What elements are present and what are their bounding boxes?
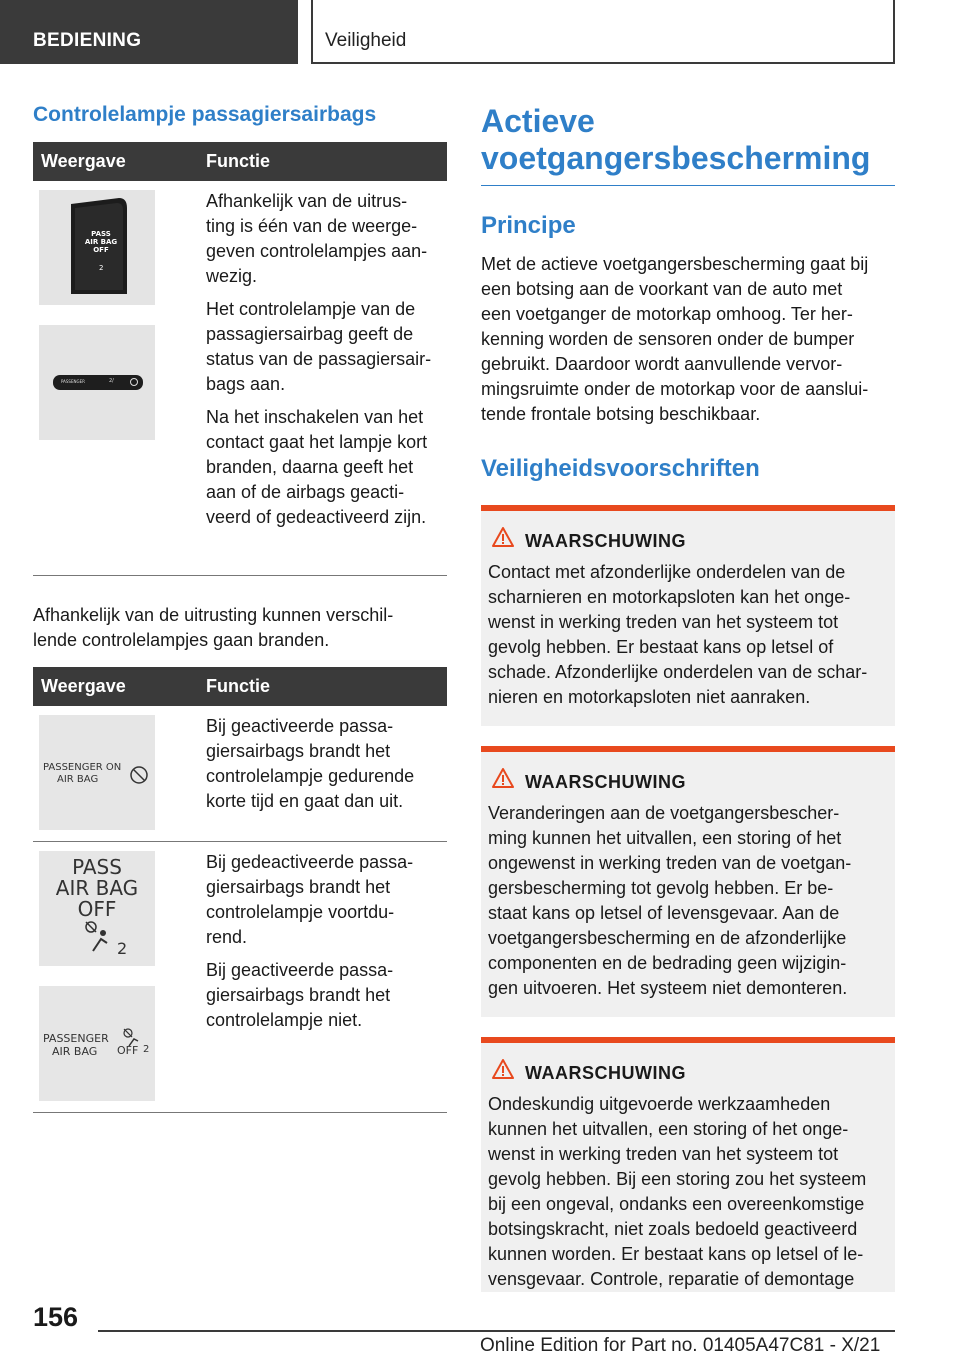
intro-paragraph: Afhankelijk van de uitrusting kunnen verschil- lende controlelampjes gaan branden. bbox=[33, 605, 394, 650]
seat-airbag-icon bbox=[129, 765, 149, 785]
warning-triangle-icon bbox=[491, 1058, 515, 1080]
chapter-tab bbox=[311, 0, 895, 64]
col-header-function: Functie bbox=[206, 151, 271, 171]
seat-badge: 2 bbox=[117, 939, 128, 958]
airbag-line: AIR BAG bbox=[55, 876, 139, 900]
airbag-line: AIR BAG bbox=[84, 238, 118, 246]
section-label: BEDIENING bbox=[33, 30, 142, 51]
warning-box bbox=[481, 746, 895, 1017]
function-cell bbox=[206, 706, 447, 828]
passenger-airbag-indicator-strip bbox=[39, 325, 155, 440]
strip-label: PASSENGER bbox=[61, 379, 85, 384]
table-header bbox=[33, 667, 447, 706]
warning-text: Ondeskundig uitgevoerde werkzaamheden kunnen het uitvallen, een storing of het onge- wenst in werking treden van het systeem tot gevolg hebben. Bij een storing zou het systeem bij een ongeval, ondanks een overeenkomstige botsingskracht, niet zoals bedoeld geactiveerd kunnen worden. Er bestaat kans op letsel of le- vensgevaar. Controle, reparatie of demontage bbox=[488, 1094, 867, 1289]
table-header bbox=[33, 142, 447, 181]
function-cell bbox=[206, 181, 447, 544]
warning-text: Veranderingen aan de voetgangersbescher- ming kunnen het uitvallen, een storing of het ongewenst in werking treden van de voetgan- gersbescherming tot gevolg hebben. Er be- staat kans op letsel of levensgevaar. Aan de voetgangersbescherming en de afzonderlijke componenten en de bedrading geen wijzigin- gen uitvoeren. Het systeem niet demonteren. bbox=[488, 803, 852, 998]
off-line: OFF bbox=[77, 897, 117, 921]
safety-heading: Veiligheidsvoorschriften bbox=[481, 455, 760, 482]
warning-triangle-icon bbox=[491, 767, 515, 789]
table-row bbox=[33, 706, 447, 842]
section-tab bbox=[0, 0, 298, 64]
seat-badge: 2 bbox=[99, 264, 104, 272]
crossed-seat-icon bbox=[83, 921, 113, 955]
off-line: OFF bbox=[93, 246, 109, 254]
col-header-function: Functie bbox=[206, 676, 271, 696]
left-column bbox=[33, 103, 447, 1113]
right-column bbox=[481, 103, 895, 1292]
function-text: Na het inschakelen van het contact gaat het lampje kort branden, daarna geeft het aan of de airbags geacti- veerd of gedeactiveerd zijn. bbox=[206, 407, 428, 527]
image-cell bbox=[39, 181, 155, 440]
chapter-heading: Actieve voetgangersbescherming bbox=[481, 103, 895, 186]
chapter-label: Veiligheid bbox=[325, 30, 407, 51]
indicator-line1: PASSENGER ON bbox=[43, 762, 122, 773]
warning-title: WAARSCHUWING bbox=[525, 1063, 686, 1083]
strip-badge: 2/ bbox=[109, 378, 114, 384]
col-header-display: Weergave bbox=[41, 151, 126, 171]
principle-heading: Principe bbox=[481, 212, 576, 239]
warning-text: Contact met afzonderlijke onderdelen van de scharnieren en motorkapsloten kan het onge- wenst in werking treden van het systeem tot gevolg hebben. Er bestaat kans op letsel of schade. Afzonderlijke onderdelen van de schar- nieren en motorkapsloten niet aanraken. bbox=[488, 562, 868, 707]
table-row bbox=[33, 842, 447, 1113]
pass-line: PASS bbox=[72, 855, 122, 879]
principle-text: Met de actieve voetgangersbescherming gaat bij een botsing aan de voorkant van de auto met een voetganger de motorkap omhoog. Ter her- kenning worden de sensoren onder de bumper gebruikt. Daardoor wordt aanvullende vervor- mingsruimte onder de motorkap voor de aanslui- tende frontale botsing beschikbaar. bbox=[481, 254, 869, 424]
function-text: Het controlelampje van de passagiersairbag geeft de status van de passagiersair- bags aan. bbox=[206, 299, 432, 394]
page-number: 156 bbox=[33, 1302, 79, 1332]
pass-airbag-off-button-photo bbox=[39, 190, 155, 305]
off-label: OFF bbox=[117, 1044, 139, 1057]
function-text: Bij gedeactiveerde passa- giersairbags brandt het controlelampje voortdu- rend. bbox=[206, 852, 414, 947]
col-header-display: Weergave bbox=[41, 676, 126, 696]
pass-line: PASS bbox=[91, 230, 111, 238]
passenger-airbag-off-indicator bbox=[39, 986, 155, 1101]
warning-box bbox=[481, 1037, 895, 1292]
image-cell bbox=[39, 706, 155, 830]
edition-footer: Online Edition for Part no. 01405A47C81 - X/21 bbox=[480, 1335, 881, 1356]
warning-title: WAARSCHUWING bbox=[525, 772, 686, 792]
function-cell bbox=[206, 842, 447, 1047]
warning-box bbox=[481, 505, 895, 726]
table-row bbox=[33, 181, 447, 576]
indicator-line1: PASSENGER bbox=[43, 1032, 109, 1045]
indicator-line2: AIR BAG bbox=[52, 1045, 98, 1058]
seat-badge: 2 bbox=[143, 1044, 150, 1055]
indicator-line2: AIR BAG bbox=[57, 774, 99, 785]
passenger-on-airbag-indicator bbox=[39, 715, 155, 830]
pass-airbag-off-indicator bbox=[39, 851, 155, 966]
function-text: Bij geactiveerde passa- giersairbags brandt het controlelampje niet. bbox=[206, 960, 394, 1030]
image-cell bbox=[39, 842, 155, 1101]
function-text: Afhankelijk van de uitrus- ting is één van de weerge- geven controlelampjes aan- wezig. bbox=[206, 191, 428, 286]
warning-triangle-icon bbox=[491, 526, 515, 548]
footer-rule bbox=[98, 1330, 895, 1332]
warning-title: WAARSCHUWING bbox=[525, 531, 686, 551]
section-heading-airbag-indicator: Controlelampje passagiersairbags bbox=[33, 103, 377, 126]
function-text: Bij geactiveerde passa- giersairbags brandt het controlelampje gedurende korte tijd en gaat dan uit. bbox=[206, 716, 415, 811]
crossed-seat-icon bbox=[123, 1028, 141, 1048]
